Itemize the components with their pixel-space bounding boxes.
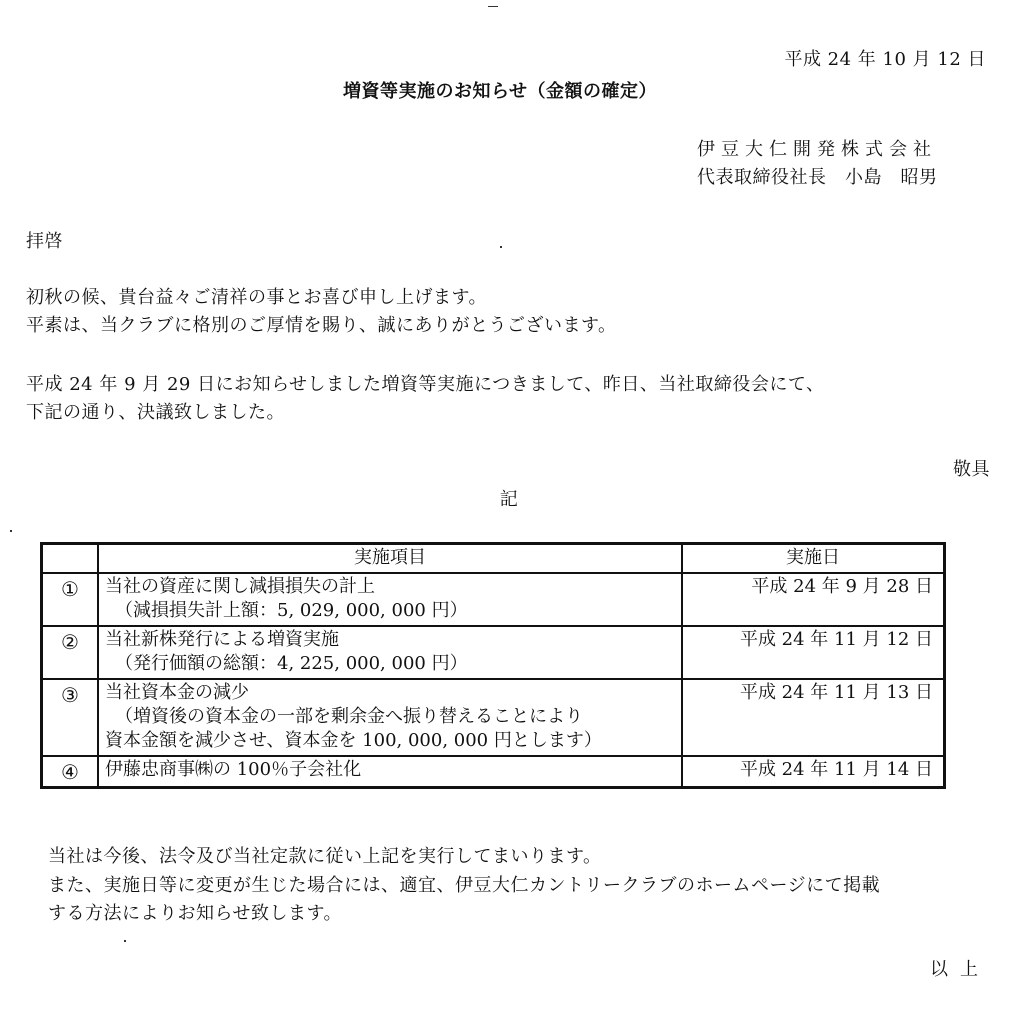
row-item-detail: （増資後の資本金の一部を剰余金へ振り替えることにより [115, 706, 583, 727]
header-no [42, 544, 99, 574]
end-mark: 以上 [930, 959, 990, 980]
ki-heading: 記 [499, 489, 519, 510]
scan-speck [10, 530, 12, 532]
row-number: ④ [42, 756, 99, 788]
row-date: 平成 24 年 11 月 12 日 [682, 626, 945, 679]
row-item-title: 伊藤忠商事㈱の 100％子会社化 [105, 759, 362, 780]
table-row [42, 756, 945, 788]
company-name: 伊豆大仁開発株式会社 [697, 139, 937, 160]
greeting-line-2: 平素は、当クラブに格別のご厚情を賜り、誠にありがとうございます。 [26, 315, 617, 336]
header-item: 実施項目 [98, 544, 682, 574]
row-item-title: 当社資本金の減少 [105, 682, 249, 703]
footer-line-1: 当社は今後、法令及び当社定款に従い上記を実行してまいります。 [48, 846, 602, 867]
table-row [42, 626, 945, 679]
page-title: 増資等実施のお知らせ（金額の確定） [343, 81, 657, 102]
row-number: ③ [42, 679, 99, 756]
opening-salutation: 拝啓 [26, 231, 63, 252]
row-date: 平成 24 年 9 月 28 日 [682, 573, 945, 626]
row-date: 平成 24 年 11 月 13 日 [682, 679, 945, 756]
row-item [98, 626, 682, 679]
row-date: 平成 24 年 11 月 14 日 [682, 756, 945, 788]
body-line-2: 下記の通り、決議致しました。 [26, 402, 285, 423]
row-item-detail: （減損損失計上額：5, 029, 000, 000 円） [115, 600, 468, 621]
letter-date: 平成 24 年 10 月 12 日 [784, 49, 986, 70]
body-line-1: 平成 24 年 9 月 29 日にお知らせしました増資等実施につきまして、昨日、当社取締役会にて、 [26, 374, 825, 395]
row-number: ② [42, 626, 99, 679]
row-item [98, 573, 682, 626]
footer-line-3: する方法によりお知らせ致します。 [48, 903, 343, 924]
row-item [98, 679, 682, 756]
row-number: ① [42, 573, 99, 626]
row-item-title: 当社新株発行による増資実施 [105, 629, 339, 650]
scan-speck [124, 940, 126, 942]
scan-speck [500, 246, 502, 248]
scan-speck [488, 6, 498, 7]
row-item-title: 当社の資産に関し減損損失の計上 [105, 576, 375, 597]
row-item-detail: 資本金額を減少させ、資本金を 100, 000, 000 円とします） [105, 730, 602, 751]
row-item [98, 756, 682, 788]
footer-line-2: また、実施日等に変更が生じた場合には、適宜、伊豆大仁カントリークラブのホームページにて掲載 [48, 875, 881, 896]
header-date: 実施日 [682, 544, 945, 574]
schedule-table [40, 542, 946, 789]
closing-salutation: 敬具 [953, 459, 990, 480]
table-row [42, 573, 945, 626]
greeting-line-1: 初秋の候、貴台益々ご清祥の事とお喜び申し上げます。 [26, 287, 488, 308]
table-header-row [42, 544, 945, 574]
table-row [42, 679, 945, 756]
representative-name: 代表取締役社長 小島 昭男 [697, 167, 938, 188]
row-item-detail: （発行価額の総額：4, 225, 000, 000 円） [115, 653, 468, 674]
